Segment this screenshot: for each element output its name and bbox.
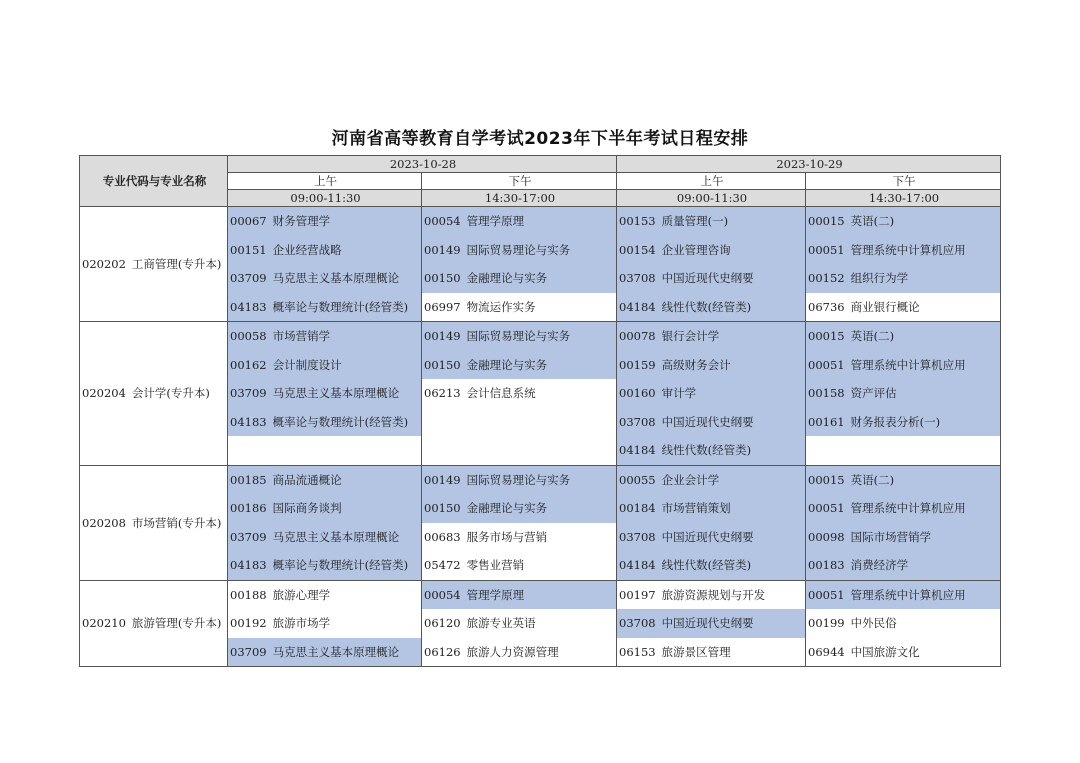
course-name: 中国近现代史纲要 [661,271,754,285]
exam-schedule-table [79,155,1001,667]
course-code: 00015 [808,329,845,343]
course-code: 04183 [230,558,267,572]
session-cell [422,322,617,466]
session-cell [806,580,1001,667]
course-entry [806,523,1000,552]
course-name: 国际贸易理论与实务 [466,242,571,257]
course-name: 旅游人力资源管理 [466,644,559,659]
course-name: 企业管理咨询 [661,242,731,257]
course-entry [806,466,1000,495]
course-code: 00161 [808,414,845,429]
course-code: 06153 [619,644,656,659]
session-cell [617,207,806,322]
course-code: 00152 [808,271,845,285]
course-entry [422,494,616,523]
course-name: 马克思主义基本原理概论 [272,529,400,544]
course-code: 05472 [424,558,461,572]
course-entry [422,581,616,610]
course-code: 00160 [619,386,656,400]
course-name: 会计信息系统 [466,386,536,400]
major-cell [80,465,228,580]
course-entry [228,638,421,667]
session-cell [806,207,1001,322]
major-row [80,580,1001,667]
course-code: 03709 [230,386,267,400]
course-name: 旅游景区管理 [661,644,731,659]
course-name: 消费经济学 [850,558,909,572]
course-entry [228,293,421,322]
course-code: 00058 [230,329,267,343]
course-name: 市场营销学 [272,329,331,343]
course-name: 英语(二) [850,472,895,487]
course-code: 06126 [424,644,461,659]
major-code: 020208 [82,515,126,530]
session-cell [228,580,422,667]
course-entry [617,207,805,236]
course-code: 00051 [808,242,845,257]
course-code: 04183 [230,299,267,314]
session-header: 上午 [617,173,806,190]
course-name: 金融理论与实务 [466,357,548,372]
session-cell [228,207,422,322]
course-name: 组织行为学 [850,271,909,285]
time-header: 09:00-11:30 [228,190,422,207]
course-entry [228,494,421,523]
course-code: 00149 [424,242,461,257]
course-entry [422,351,616,380]
session-cell [422,465,617,580]
course-name: 马克思主义基本原理概论 [272,271,400,285]
course-entry [422,322,616,351]
major-row [80,465,1001,580]
course-name: 管理学原理 [466,214,525,228]
course-entry [806,379,1000,408]
session-header: 上午 [228,173,422,190]
course-entry [806,494,1000,523]
course-entry [806,551,1000,580]
course-entry [617,551,805,580]
course-entry [228,264,421,293]
course-entry [617,466,805,495]
course-name: 管理学原理 [466,587,525,602]
course-entry [228,523,421,552]
course-name: 管理系统中计算机应用 [850,357,966,372]
course-code: 00185 [230,472,267,487]
course-entry [422,551,616,580]
course-code: 00158 [808,386,845,400]
course-code: 00150 [424,501,461,515]
course-name: 管理系统中计算机应用 [850,242,966,257]
course-entry [806,609,1000,638]
course-entry [422,207,616,236]
major-code: 020204 [82,386,126,401]
course-code: 00051 [808,501,845,515]
course-entry [422,236,616,265]
course-entry [228,551,421,580]
course-code: 00197 [619,587,656,602]
course-code: 03709 [230,644,267,659]
course-entry [617,436,805,465]
major-name: 工商管理(专升本) [131,257,222,271]
course-name: 线性代数(经管类) [661,443,752,457]
course-name: 旅游市场学 [272,616,331,630]
course-code: 00055 [619,472,656,487]
course-entry [228,408,421,437]
course-code: 03708 [619,616,656,630]
course-name: 马克思主义基本原理概论 [272,644,400,659]
course-code: 00183 [808,558,845,572]
course-code: 00054 [424,214,461,228]
course-code: 00015 [808,472,845,487]
course-entry [617,379,805,408]
course-code: 00188 [230,587,267,602]
course-name: 国际市场营销学 [850,529,932,544]
course-code: 06997 [424,299,461,314]
course-entry [806,638,1000,667]
course-name: 质量管理(一) [661,214,729,228]
course-code: 06736 [808,299,845,314]
course-name: 管理系统中计算机应用 [850,501,966,515]
course-name: 概率论与数理统计(经管类) [272,414,409,429]
course-name: 高级财务会计 [661,357,731,372]
major-row [80,207,1001,322]
course-name: 物流运作实务 [466,299,536,314]
session-header: 下午 [422,173,617,190]
course-name: 中国近现代史纲要 [661,529,754,544]
course-code: 00149 [424,472,461,487]
course-name: 国际贸易理论与实务 [466,329,571,343]
course-entry [806,207,1000,236]
course-entry [806,351,1000,380]
course-code: 04184 [619,299,656,314]
course-name: 国际商务谈判 [272,501,342,515]
course-code: 00078 [619,329,656,343]
empty-slot [806,436,1000,465]
major-column-header: 专业代码与专业名称 [80,156,228,207]
session-cell [617,322,806,466]
course-code: 00054 [424,587,461,602]
course-code: 00051 [808,357,845,372]
course-code: 00015 [808,214,845,228]
course-entry [422,523,616,552]
course-name: 英语(二) [850,329,895,343]
course-code: 00098 [808,529,845,544]
session-cell [806,465,1001,580]
course-code: 00067 [230,214,267,228]
course-code: 04184 [619,558,656,572]
course-name: 概率论与数理统计(经管类) [272,299,409,314]
course-entry [228,379,421,408]
table-body [80,207,1001,667]
course-entry [228,581,421,610]
major-name: 会计学(专升本) [131,386,210,401]
session-cell [617,580,806,667]
course-code: 00150 [424,271,461,285]
course-name: 中国近现代史纲要 [661,616,754,630]
course-code: 03708 [619,271,656,285]
course-code: 04184 [619,443,656,457]
course-name: 服务市场与营销 [466,529,548,544]
course-entry [228,466,421,495]
major-row [80,322,1001,466]
course-code: 00150 [424,357,461,372]
course-name: 国际贸易理论与实务 [466,472,571,487]
course-name: 线性代数(经管类) [661,558,752,572]
course-name: 企业会计学 [661,472,720,487]
course-code: 00192 [230,616,267,630]
course-entry [422,609,616,638]
course-code: 03708 [619,529,656,544]
course-name: 旅游资源规划与开发 [661,587,766,602]
course-name: 中国近现代史纲要 [661,414,754,429]
course-code: 00154 [619,242,656,257]
page-title: 河南省高等教育自学考试2023年下半年考试日程安排 [331,129,749,149]
empty-slot [422,436,616,465]
course-entry [617,638,805,667]
course-code: 00683 [424,529,461,544]
course-code: 00199 [808,616,845,630]
course-entry [228,322,421,351]
course-name: 商品流通概论 [272,472,342,487]
date-header-2: 2023-10-29 [617,156,1001,173]
course-name: 资产评估 [850,386,897,400]
major-code: 020210 [82,616,126,631]
session-cell [228,465,422,580]
course-name: 金融理论与实务 [466,501,548,515]
course-code: 04183 [230,414,267,429]
course-entry [806,408,1000,437]
course-entry [617,408,805,437]
course-entry [617,322,805,351]
major-cell [80,322,228,466]
course-code: 00153 [619,214,656,228]
course-entry [422,638,616,667]
course-entry [228,609,421,638]
course-code: 00186 [230,501,267,515]
date-header-1: 2023-10-28 [228,156,617,173]
major-cell [80,207,228,322]
course-name: 金融理论与实务 [466,271,548,285]
course-code: 03708 [619,414,656,429]
course-name: 英语(二) [850,214,895,228]
course-name: 银行会计学 [661,329,720,343]
course-name: 审计学 [661,386,697,400]
course-entry [806,581,1000,610]
course-entry [617,351,805,380]
course-code: 06120 [424,616,461,630]
course-entry [422,466,616,495]
course-code: 00051 [808,587,845,602]
course-code: 03709 [230,529,267,544]
course-name: 中外民俗 [850,616,897,630]
major-name: 市场营销(专升本) [131,515,222,530]
course-entry [617,494,805,523]
course-name: 旅游心理学 [272,587,331,602]
course-name: 企业经营战略 [272,242,342,257]
course-entry [617,609,805,638]
course-entry [617,236,805,265]
course-name: 零售业营销 [466,558,525,572]
course-name: 中国旅游文化 [850,644,920,659]
course-name: 会计制度设计 [272,357,342,372]
major-cell [80,580,228,667]
course-name: 财务管理学 [272,214,331,228]
time-header: 14:30-17:00 [806,190,1001,207]
empty-slot [422,408,616,437]
course-entry [806,236,1000,265]
course-name: 财务报表分析(一) [850,414,941,429]
course-entry [228,351,421,380]
course-entry [806,322,1000,351]
course-name: 概率论与数理统计(经管类) [272,558,409,572]
course-entry [228,236,421,265]
course-code: 00149 [424,329,461,343]
course-entry [422,264,616,293]
time-header: 14:30-17:00 [422,190,617,207]
course-code: 06213 [424,386,461,400]
table-header [80,156,1001,207]
course-entry [228,207,421,236]
course-code: 00184 [619,501,656,515]
major-name: 旅游管理(专升本) [131,616,222,631]
course-name: 马克思主义基本原理概论 [272,386,400,400]
course-code: 00159 [619,357,656,372]
major-code: 020202 [82,257,126,271]
course-entry [617,581,805,610]
session-cell [422,207,617,322]
course-name: 市场营销策划 [661,501,731,515]
session-cell [228,322,422,466]
course-name: 线性代数(经管类) [661,299,752,314]
empty-slot [228,436,421,465]
course-name: 管理系统中计算机应用 [850,587,966,602]
course-entry [422,293,616,322]
course-code: 00151 [230,242,267,257]
session-cell [422,580,617,667]
course-name: 旅游专业英语 [466,616,536,630]
course-entry [617,293,805,322]
course-entry [422,379,616,408]
session-header: 下午 [806,173,1001,190]
time-header: 09:00-11:30 [617,190,806,207]
course-code: 03709 [230,271,267,285]
course-entry [806,293,1000,322]
course-code: 00162 [230,357,267,372]
course-name: 商业银行概论 [850,299,920,314]
course-entry [617,523,805,552]
course-entry [806,264,1000,293]
course-code: 06944 [808,644,845,659]
session-cell [617,465,806,580]
session-cell [806,322,1001,466]
course-entry [617,264,805,293]
